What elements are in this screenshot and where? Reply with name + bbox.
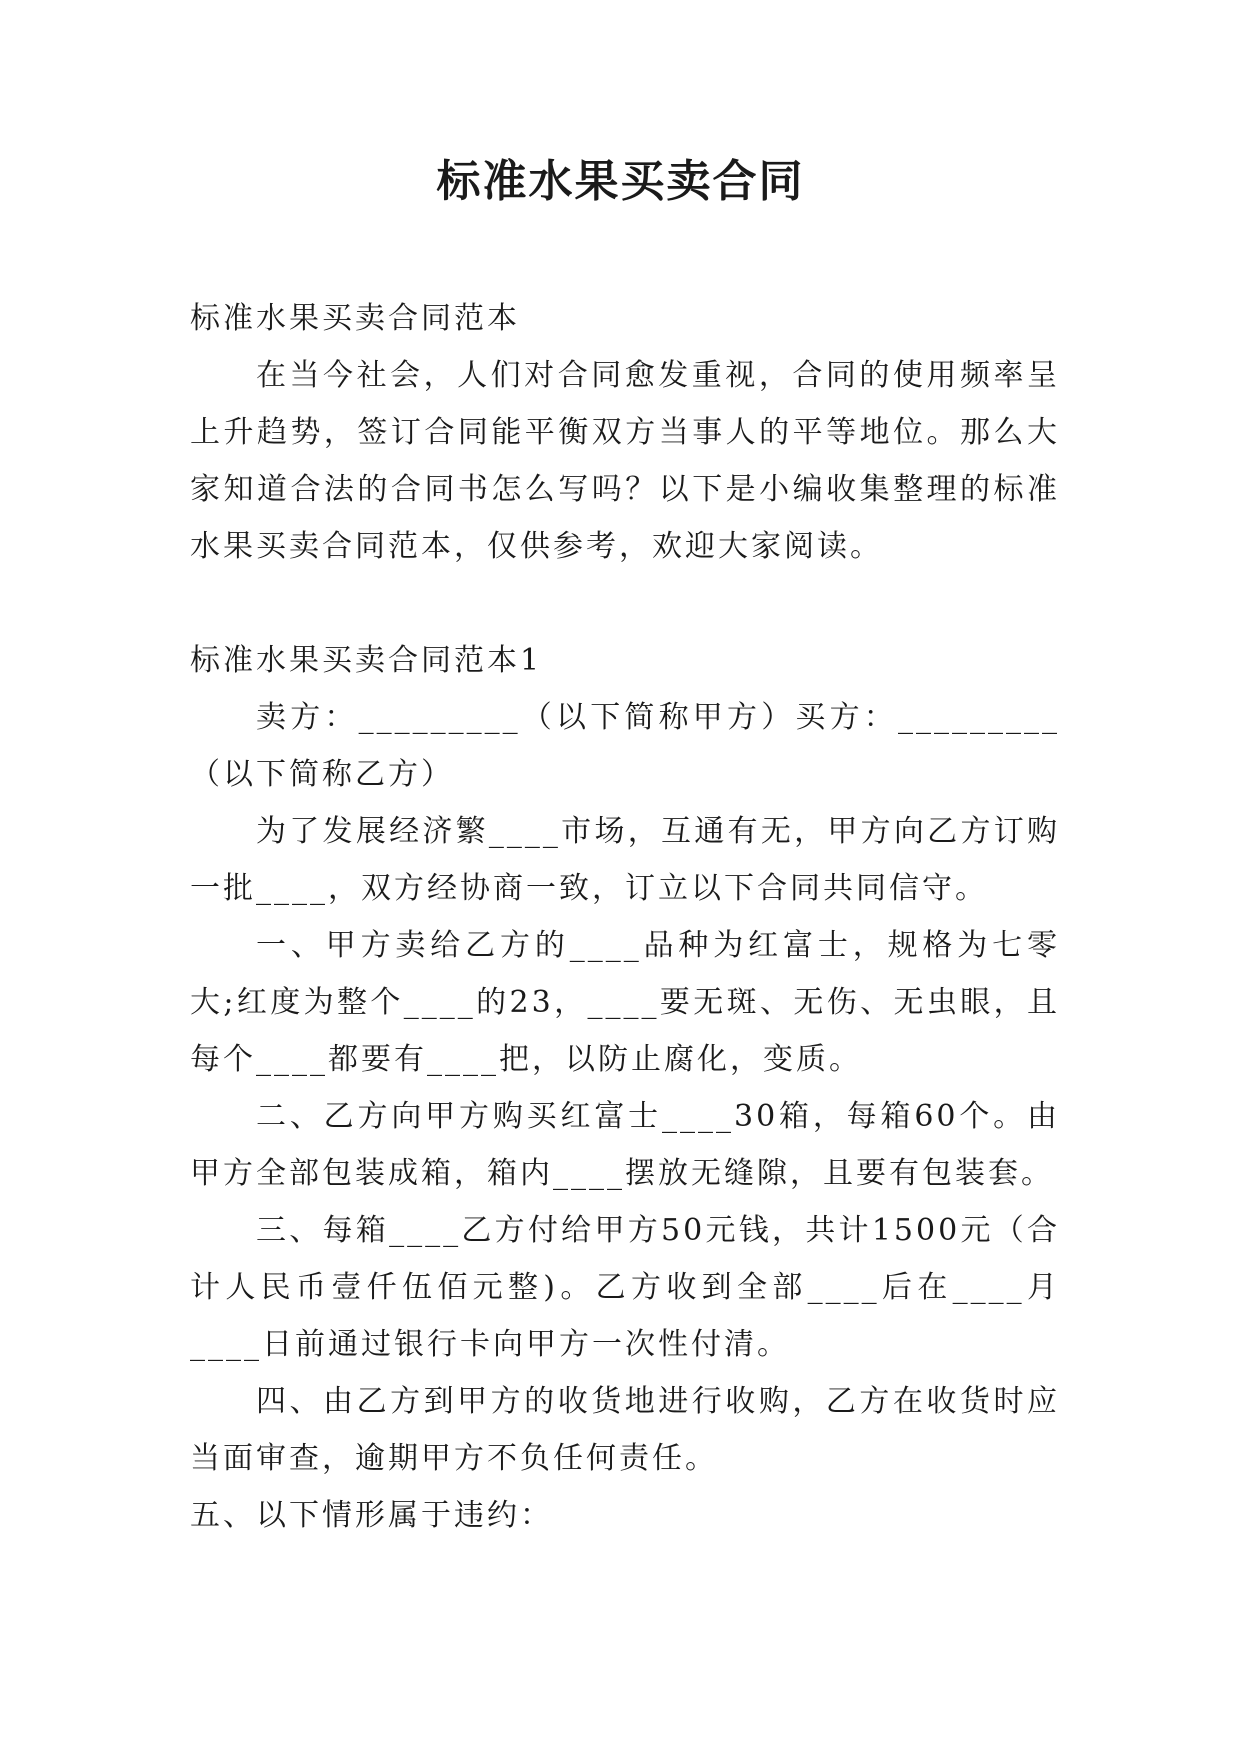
intro-paragraph: 在当今社会，人们对合同愈发重视，合同的使用频率呈上升趋势，签订合同能平衡双方当事人的平等地位。那么大家知道合法的合同书怎么写吗？以下是小编收集整理的标准水果买卖合同范本，仅供参考，欢迎大家阅读。 xyxy=(190,358,1060,564)
purpose-paragraph: 为了发展经济繁____市场，互通有无，甲方向乙方订购一批____，双方经协商一致，订立以下合同共同信守。 xyxy=(190,814,1060,906)
parties-paragraph: 卖方：_________（以下简称甲方）买方：_________（以下简称乙方） xyxy=(190,700,1060,792)
clause-3: 三、每箱____乙方付给甲方50元钱，共计1500元（合计人民币壹仟伍佰元整)。乙方收到全部____后在____月____日前通过银行卡向甲方一次性付清。 xyxy=(190,1213,1060,1362)
clause-1: 一、甲方卖给乙方的____品种为红富士，规格为七零大;红度为整个____的23，____要无斑、无伤、无虫眼，且每个____都要有____把，以防止腐化，变质。 xyxy=(190,928,1060,1077)
clause-5-heading: 五、以下情形属于违约： xyxy=(190,1498,553,1533)
document-body xyxy=(190,290,1060,1544)
paragraph-spacer xyxy=(190,575,1060,632)
document-title: 标准水果买卖合同 xyxy=(436,156,805,207)
clause-4: 四、由乙方到甲方的收货地进行收购，乙方在收货时应当面审查，逾期甲方不负任何责任。 xyxy=(190,1384,1060,1476)
clause-2: 二、乙方向甲方购买红富士____30箱，每箱60个。由甲方全部包装成箱，箱内____摆放无缝隙，且要有包装套。 xyxy=(190,1099,1060,1191)
section-heading-template: 标准水果买卖合同范本 xyxy=(190,301,520,336)
section-heading-template-1: 标准水果买卖合同范本1 xyxy=(190,643,543,678)
